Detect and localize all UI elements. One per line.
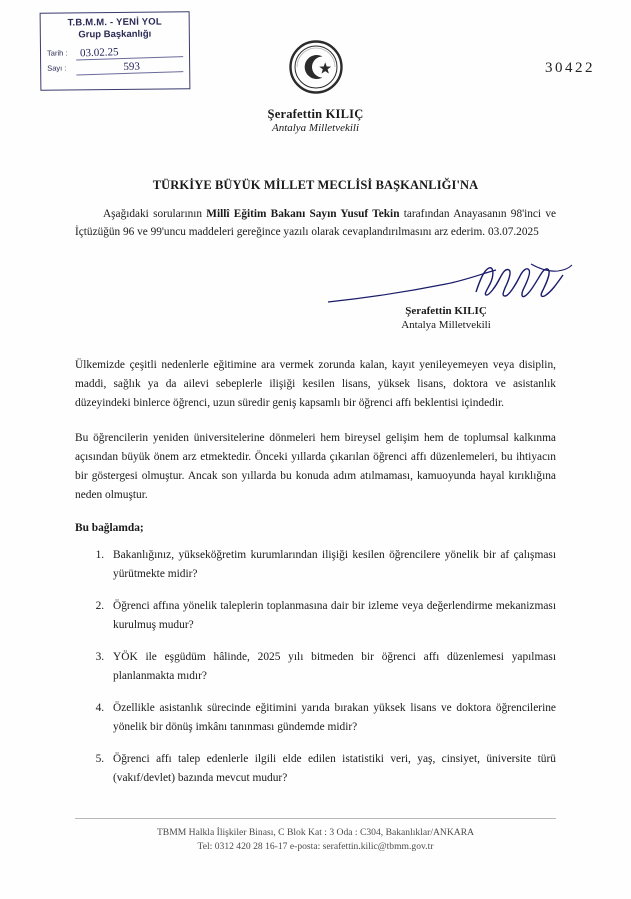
- stamp-date-value: 03.02.25: [76, 44, 183, 60]
- stamp-date-row: [47, 43, 183, 59]
- document-body: [75, 356, 556, 801]
- list-item: 3. YÖK ile eşgüdüm hâlinde, 2025 yılı bitmeden bir öğrenci affı düzenlemesi yapılması planlanmakta mıdır?: [107, 648, 556, 686]
- intro-part2: tarafından Anayasanın 98'inci ve İçtüzüğün 96 ve 99'uncu maddeleri gereğince yazılı olarak cevaplandırılmasını arz ederim. 03.07.2025: [75, 208, 556, 238]
- signature-role: Antalya Milletvekili: [401, 319, 491, 331]
- footer: [0, 826, 631, 854]
- intro-minister-name: Millî Eğitim Bakanı Sayın Yusuf Tekin: [206, 208, 400, 220]
- stamp-number-value: 593: [76, 59, 183, 75]
- body-paragraph-1: Ülkemizde çeşitli nedenlerle eğitimine ara vermek zorunda kalan, kayıt yenileyemeyen veya disiplin, maddi, sağlık ya da ailevi sebeplerle ilişiği kesilen lisans, yüksek lisans, doktora ve asistanlık düzeyindeki binlerce öğrenci, uzun süredir geniş kapsamlı bir öğrenci affı beklentisi içindedir.: [75, 359, 556, 409]
- footer-address: TBMM Halkla İlişkiler Binası, C Blok Kat : 3 Oda : C304, Bakanlıklar/ANKARA: [156, 827, 475, 838]
- tbmm-emblem-icon: [289, 40, 343, 94]
- stamp-org-line2: Grup Başkanlığı: [78, 28, 152, 41]
- registration-stamp: [40, 11, 191, 91]
- signature-name: Şerafettin KILIÇ: [405, 305, 487, 317]
- page-title: TÜRKİYE BÜYÜK MİLLET MECLİSİ BAŞKANLIĞI'NA: [152, 178, 479, 192]
- signature-block: [316, 262, 576, 342]
- stamp-date-label: Tarih :: [46, 48, 68, 58]
- handwritten-signature-icon: [326, 262, 576, 308]
- list-item: 4. Özellikle asistanlık sürecinde eğitimini yarıda bırakan yüksek lisans ve doktora öğrencilerine yönelik bir dönüş imkânı tanınması gündemde midir?: [107, 699, 556, 737]
- stamp-number-label: Sayı :: [47, 63, 67, 73]
- header-deputy-role: Antalya Milletvekili: [271, 122, 360, 134]
- list-item: 2. Öğrenci affına yönelik taleplerin toplanmasına dair bir izleme veya değerlendirme mekanizması kurulmuş mudur?: [107, 597, 556, 635]
- footer-contact: Tel: 0312 420 28 16-17 e-posta: serafettin.kilic@tbmm.gov.tr: [197, 841, 434, 852]
- header-deputy-name: Şerafettin KILIÇ: [267, 107, 364, 121]
- intro-paragraph: [75, 205, 556, 241]
- intro-part1: Aşağıdaki sorularının: [103, 208, 207, 220]
- document-number: 30422: [545, 60, 595, 76]
- stamp-number-row: [47, 58, 183, 74]
- stamp-org-line1: T.B.M.M. - YENİ YOL: [67, 16, 162, 29]
- body-lead-in: Bu bağlamda;: [75, 522, 144, 534]
- questions-list: [75, 546, 556, 788]
- list-item: 5. Öğrenci affı talep edenlerle ilgili elde edilen istatistiki veri, yaş, cinsiyet, üniversite türü (vakıf/devlet) bazında mevcut mudur?: [107, 750, 556, 788]
- list-item: 1. Bakanlığınız, yükseköğretim kurumlarından ilişiği kesilen öğrencilere yönelik bir af çalışması yürütmekte midir?: [107, 546, 556, 584]
- body-paragraph-2: Bu öğrencilerin yeniden üniversitelerine dönmeleri hem bireysel gelişim hem de toplumsal kalkınma açısından büyük önem arz etmektedir. Önceki yıllarda çıkarılan öğrenci affı düzenlemeleri, bu ihtiyacın bir göstergesi olmuştur. Ancak son yıllarda bu konuda adım atılmaması, kamuoyunda hayal kırıklığına neden olmuştur.: [75, 432, 556, 501]
- footer-divider: [75, 818, 556, 819]
